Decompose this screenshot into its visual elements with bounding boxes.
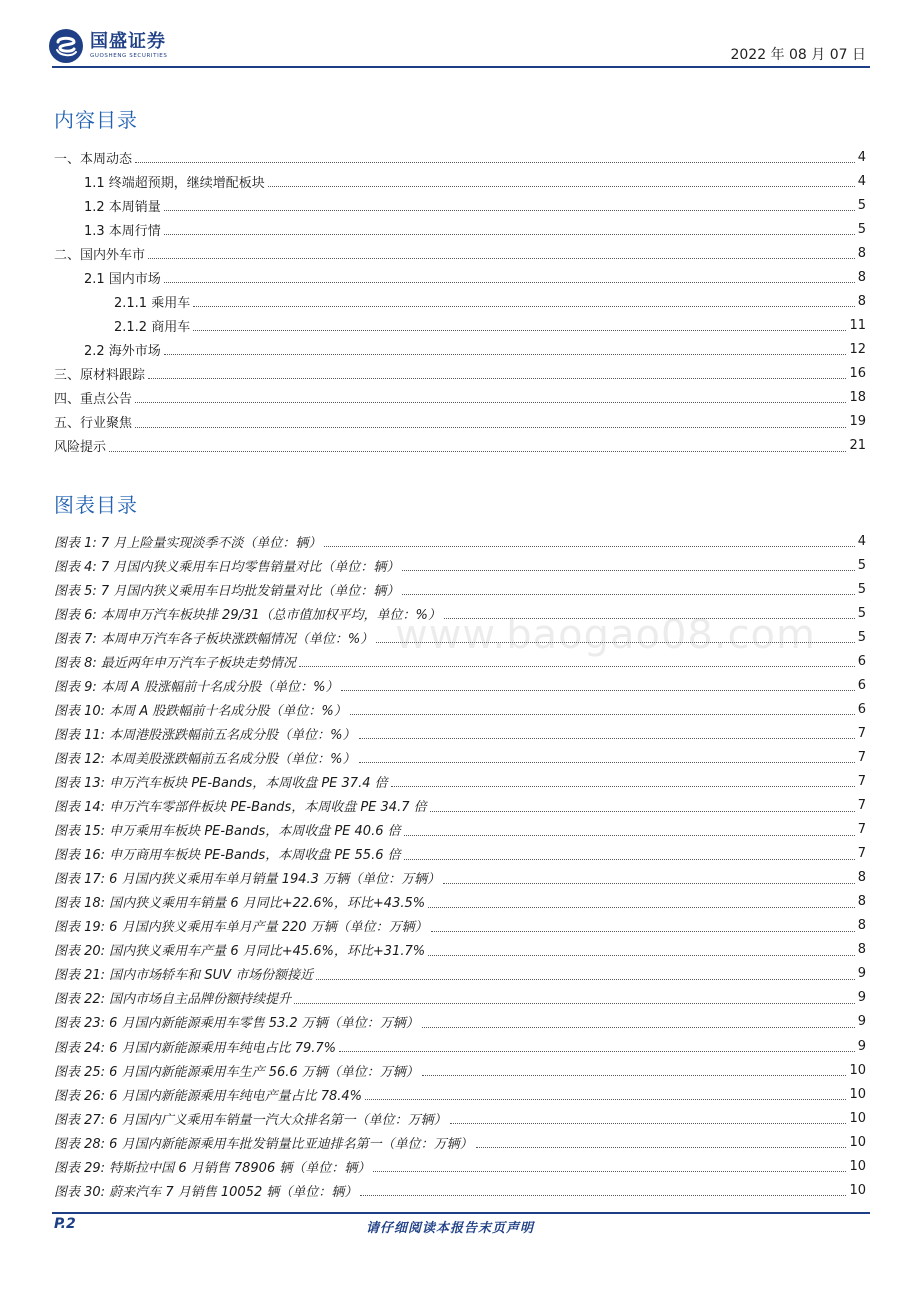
toc-entry[interactable] [54,410,866,434]
figure-entry-title: 图表 11: 本周港股涨跌幅前五名成分股（单位：%） [54,727,356,743]
figure-entry-page: 8 [857,918,866,934]
toc-entry-page: 21 [849,438,866,454]
figure-entry[interactable] [54,1178,866,1202]
figure-entry[interactable] [54,914,866,938]
figure-entry-title: 图表 22: 国内市场自主品牌份额持续提升 [54,992,292,1008]
figure-entry[interactable] [54,625,866,649]
figure-entry[interactable] [54,818,866,842]
page-number: P.2 [54,1216,76,1232]
figure-entry-page: 5 [857,557,866,573]
header-rule [52,66,870,68]
watermark: www.baogao08.com [395,612,816,658]
toc-entry[interactable] [54,265,866,289]
toc-entry-page: 4 [857,149,866,165]
company-logo [48,28,167,64]
footer-disclaimer: 请仔细阅读本报告末页声明 [366,1221,535,1236]
toc-entry-page: 8 [857,245,866,261]
toc-list [54,145,866,458]
figure-entry[interactable] [54,1058,866,1082]
figure-entry-page: 6 [857,677,866,693]
toc-entry[interactable] [54,434,866,458]
figure-entry-page: 7 [857,749,866,765]
dot-leader [428,906,855,908]
dot-leader [193,305,855,307]
figure-entry-page: 9 [857,990,866,1006]
figure-entry[interactable] [54,697,866,721]
figure-entry[interactable] [54,529,866,553]
figure-entry-page: 7 [857,773,866,789]
toc-entry-page: 19 [849,414,866,430]
figure-entry-title: 图表 4: 7 月国内狭义乘用车日均零售销量对比（单位：辆） [54,559,400,575]
dot-leader [402,593,854,595]
dot-leader [359,737,855,739]
figure-entry-title: 图表 7: 本周申万汽车各子板块涨跌幅情况（单位：%） [54,631,374,647]
figure-entry-title: 图表 20: 国内狭义乘用车产量 6 月同比+45.6%，环比+31.7% [54,944,426,960]
dot-leader [294,1002,855,1004]
toc-entry-page: 18 [849,389,866,405]
dot-leader [339,1050,855,1052]
dot-leader [476,1146,847,1148]
toc-entry-page: 8 [857,269,866,285]
dot-leader [422,1074,847,1076]
toc-entry[interactable] [54,145,866,169]
figure-entry[interactable] [54,673,866,697]
toc-entry-page: 12 [849,341,866,357]
toc-entry[interactable] [54,193,866,217]
dot-leader [299,665,855,667]
figure-entry-title: 图表 12: 本周美股涨跌幅前五名成分股（单位：%） [54,751,356,767]
dot-leader [164,281,855,283]
figure-entry-page: 9 [857,1014,866,1030]
toc-entry-title: 2.1 国内市场 [84,271,161,287]
dot-leader [450,1122,847,1124]
report-date: 2022 年 08 月 07 日 [730,47,866,63]
toc-entry-title: 1.2 本周销量 [84,199,161,215]
figure-entry-page: 10 [849,1134,866,1150]
dot-leader [444,617,855,619]
toc-entry-title: 2.1.2 商用车 [114,319,191,335]
toc-entry-page: 4 [857,173,866,189]
figure-entry-title: 图表 13: 申万汽车板块 PE-Bands，本周收盘 PE 37.4 倍 [54,775,388,791]
toc-entry-title: 五、行业聚焦 [54,416,133,432]
figure-entry-title: 图表 25: 6 月国内新能源乘用车生产 56.6 万辆（单位：万辆） [54,1064,419,1080]
figure-entry[interactable] [54,745,866,769]
figure-entry-page: 10 [849,1086,866,1102]
logo-name-en: GUOSHENG SECURITIES [90,53,168,59]
toc-entry-title: 一、本周动态 [54,151,133,167]
figure-entry-title: 图表 17: 6 月国内狭义乘用车单月销量 194.3 万辆（单位：万辆） [54,872,441,888]
toc-entry[interactable] [54,217,866,241]
toc-entry[interactable] [54,241,866,265]
figure-entry-title: 图表 9: 本周 A 股涨幅前十名成分股（单位：%） [54,679,339,695]
toc-entry[interactable] [54,361,866,385]
toc-entry[interactable] [54,313,866,337]
figure-entry[interactable] [54,1130,866,1154]
dot-leader [404,834,855,836]
dot-leader [135,426,846,428]
toc-entry-title: 2.2 海外市场 [84,343,161,359]
figure-entry[interactable] [54,986,866,1010]
figures-list [54,529,866,1202]
figure-entry-title: 图表 6: 本周申万汽车板块排 29/31（总市值加权平均，单位：%） [54,607,441,623]
dot-leader [341,689,854,691]
figure-entry-title: 图表 24: 6 月国内新能源乘用车纯电占比 79.7% [54,1040,337,1056]
toc-entry-page: 8 [857,293,866,309]
dot-leader [135,401,846,403]
toc-entry-title: 1.1 终端超预期，继续增配板块 [84,175,265,191]
figure-entry-title: 图表 14: 申万汽车零部件板块 PE-Bands，本周收盘 PE 34.7 倍 [54,800,427,816]
dot-leader [404,858,855,860]
toc-entry[interactable] [54,289,866,313]
toc-entry-page: 5 [857,197,866,213]
footer-rule [52,1212,870,1214]
figure-entry-page: 8 [857,942,866,958]
figure-entry[interactable] [54,1010,866,1034]
dot-leader [350,713,855,715]
figure-entry[interactable] [54,553,866,577]
figure-entry-title: 图表 30: 蔚来汽车 7 月销售 10052 辆（单位：辆） [54,1184,358,1200]
dot-leader [428,954,855,956]
figure-entry-title: 图表 18: 国内狭义乘用车销量 6 月同比+22.6%，环比+43.5% [54,896,426,912]
figure-entry-page: 6 [857,653,866,669]
figure-entry[interactable] [54,649,866,673]
figure-entry-page: 8 [857,894,866,910]
dot-leader [324,545,854,547]
figure-entry[interactable] [54,962,866,986]
toc-entry-title: 二、国内外车市 [54,247,146,263]
dot-leader [360,1194,846,1196]
dot-leader [373,1170,846,1172]
figure-entry[interactable] [54,1082,866,1106]
dot-leader [135,161,855,163]
figure-entry-page: 6 [857,701,866,717]
figure-entry-page: 9 [857,966,866,982]
dot-leader [164,233,855,235]
figure-entry-title: 图表 15: 申万乘用车板块 PE-Bands，本周收盘 PE 40.6 倍 [54,824,401,840]
figure-entry-page: 7 [857,798,866,814]
guosheng-logo-icon [48,28,84,64]
dot-leader [148,257,855,259]
figure-entry[interactable] [54,721,866,745]
figure-entry-title: 图表 19: 6 月国内狭义乘用车单月产量 220 万辆（单位：万辆） [54,920,428,936]
figure-entry-title: 图表 1: 7 月上险量实现淡季不淡（单位：辆） [54,535,322,551]
dot-leader [148,377,846,379]
figure-entry-title: 图表 16: 申万商用车板块 PE-Bands，本周收盘 PE 55.6 倍 [54,848,401,864]
figure-entry-page: 9 [857,1038,866,1054]
dot-leader [164,209,855,211]
dot-leader [268,185,855,187]
toc-title: 内容目录 [54,108,138,132]
toc-entry-title: 1.3 本周行情 [84,223,161,239]
dot-leader [376,641,854,643]
figure-entry-page: 10 [849,1182,866,1198]
dot-leader [391,785,855,787]
toc-entry-title: 2.1.1 乘用车 [114,295,191,311]
figure-entry-page: 5 [857,605,866,621]
figure-entry-page: 10 [849,1158,866,1174]
dot-leader [109,450,846,452]
dot-leader [365,1098,846,1100]
dot-leader [422,1026,855,1028]
figure-entry[interactable] [54,1034,866,1058]
figure-entry[interactable] [54,842,866,866]
dot-leader [431,930,855,932]
figure-entry-page: 7 [857,822,866,838]
figure-entry-page: 5 [857,581,866,597]
figure-entry-page: 4 [857,533,866,549]
toc-entry-page: 16 [849,365,866,381]
dot-leader [443,882,855,884]
figure-entry[interactable] [54,794,866,818]
figure-entry-page: 10 [849,1110,866,1126]
figure-entry-title: 图表 29: 特斯拉中国 6 月销售 78906 辆（单位：辆） [54,1160,371,1176]
toc-entry[interactable] [54,169,866,193]
figure-entry-title: 图表 26: 6 月国内新能源乘用车纯电产量占比 78.4% [54,1088,363,1104]
toc-entry-title: 三、原材料跟踪 [54,367,146,383]
logo-name-cn: 国盛证券 [90,31,166,52]
figure-entry-title: 图表 5: 7 月国内狭义乘用车日均批发销量对比（单位：辆） [54,583,400,599]
toc-entry-title: 风险提示 [54,440,107,456]
figure-entry-page: 5 [857,629,866,645]
figure-entry-title: 图表 27: 6 月国内广义乘用车销量一汽大众排名第一（单位：万辆） [54,1112,447,1128]
figure-entry[interactable] [54,938,866,962]
figure-entry[interactable] [54,601,866,625]
figure-entry-page: 7 [857,846,866,862]
figure-entry[interactable] [54,890,866,914]
page-header [0,0,920,70]
toc-entry-page: 11 [849,317,866,333]
figure-entry[interactable] [54,1106,866,1130]
dot-leader [193,329,846,331]
figure-entry-title: 图表 28: 6 月国内新能源乘用车批发销量比亚迪排名第一（单位：万辆） [54,1136,473,1152]
toc-entry-page: 5 [857,221,866,237]
toc-entry[interactable] [54,385,866,409]
dot-leader [164,353,847,355]
figure-entry-title: 图表 10: 本周 A 股跌幅前十名成分股（单位：%） [54,703,347,719]
figure-entry[interactable] [54,769,866,793]
figure-entry-title: 图表 21: 国内市场轿车和 SUV 市场份额接近 [54,968,314,984]
figure-entry-page: 10 [849,1062,866,1078]
figure-entry[interactable] [54,1154,866,1178]
toc-entry[interactable] [54,337,866,361]
dot-leader [316,978,855,980]
dot-leader [430,810,855,812]
figures-title: 图表目录 [54,493,138,517]
figure-entry-page: 7 [857,725,866,741]
figure-entry[interactable] [54,866,866,890]
figure-entry-page: 8 [857,870,866,886]
dot-leader [402,569,854,571]
dot-leader [359,761,855,763]
figure-entry[interactable] [54,577,866,601]
toc-entry-title: 四、重点公告 [54,391,133,407]
figure-entry-title: 图表 23: 6 月国内新能源乘用车零售 53.2 万辆（单位：万辆） [54,1016,419,1032]
figure-entry-title: 图表 8: 最近两年申万汽车子板块走势情况 [54,655,296,671]
